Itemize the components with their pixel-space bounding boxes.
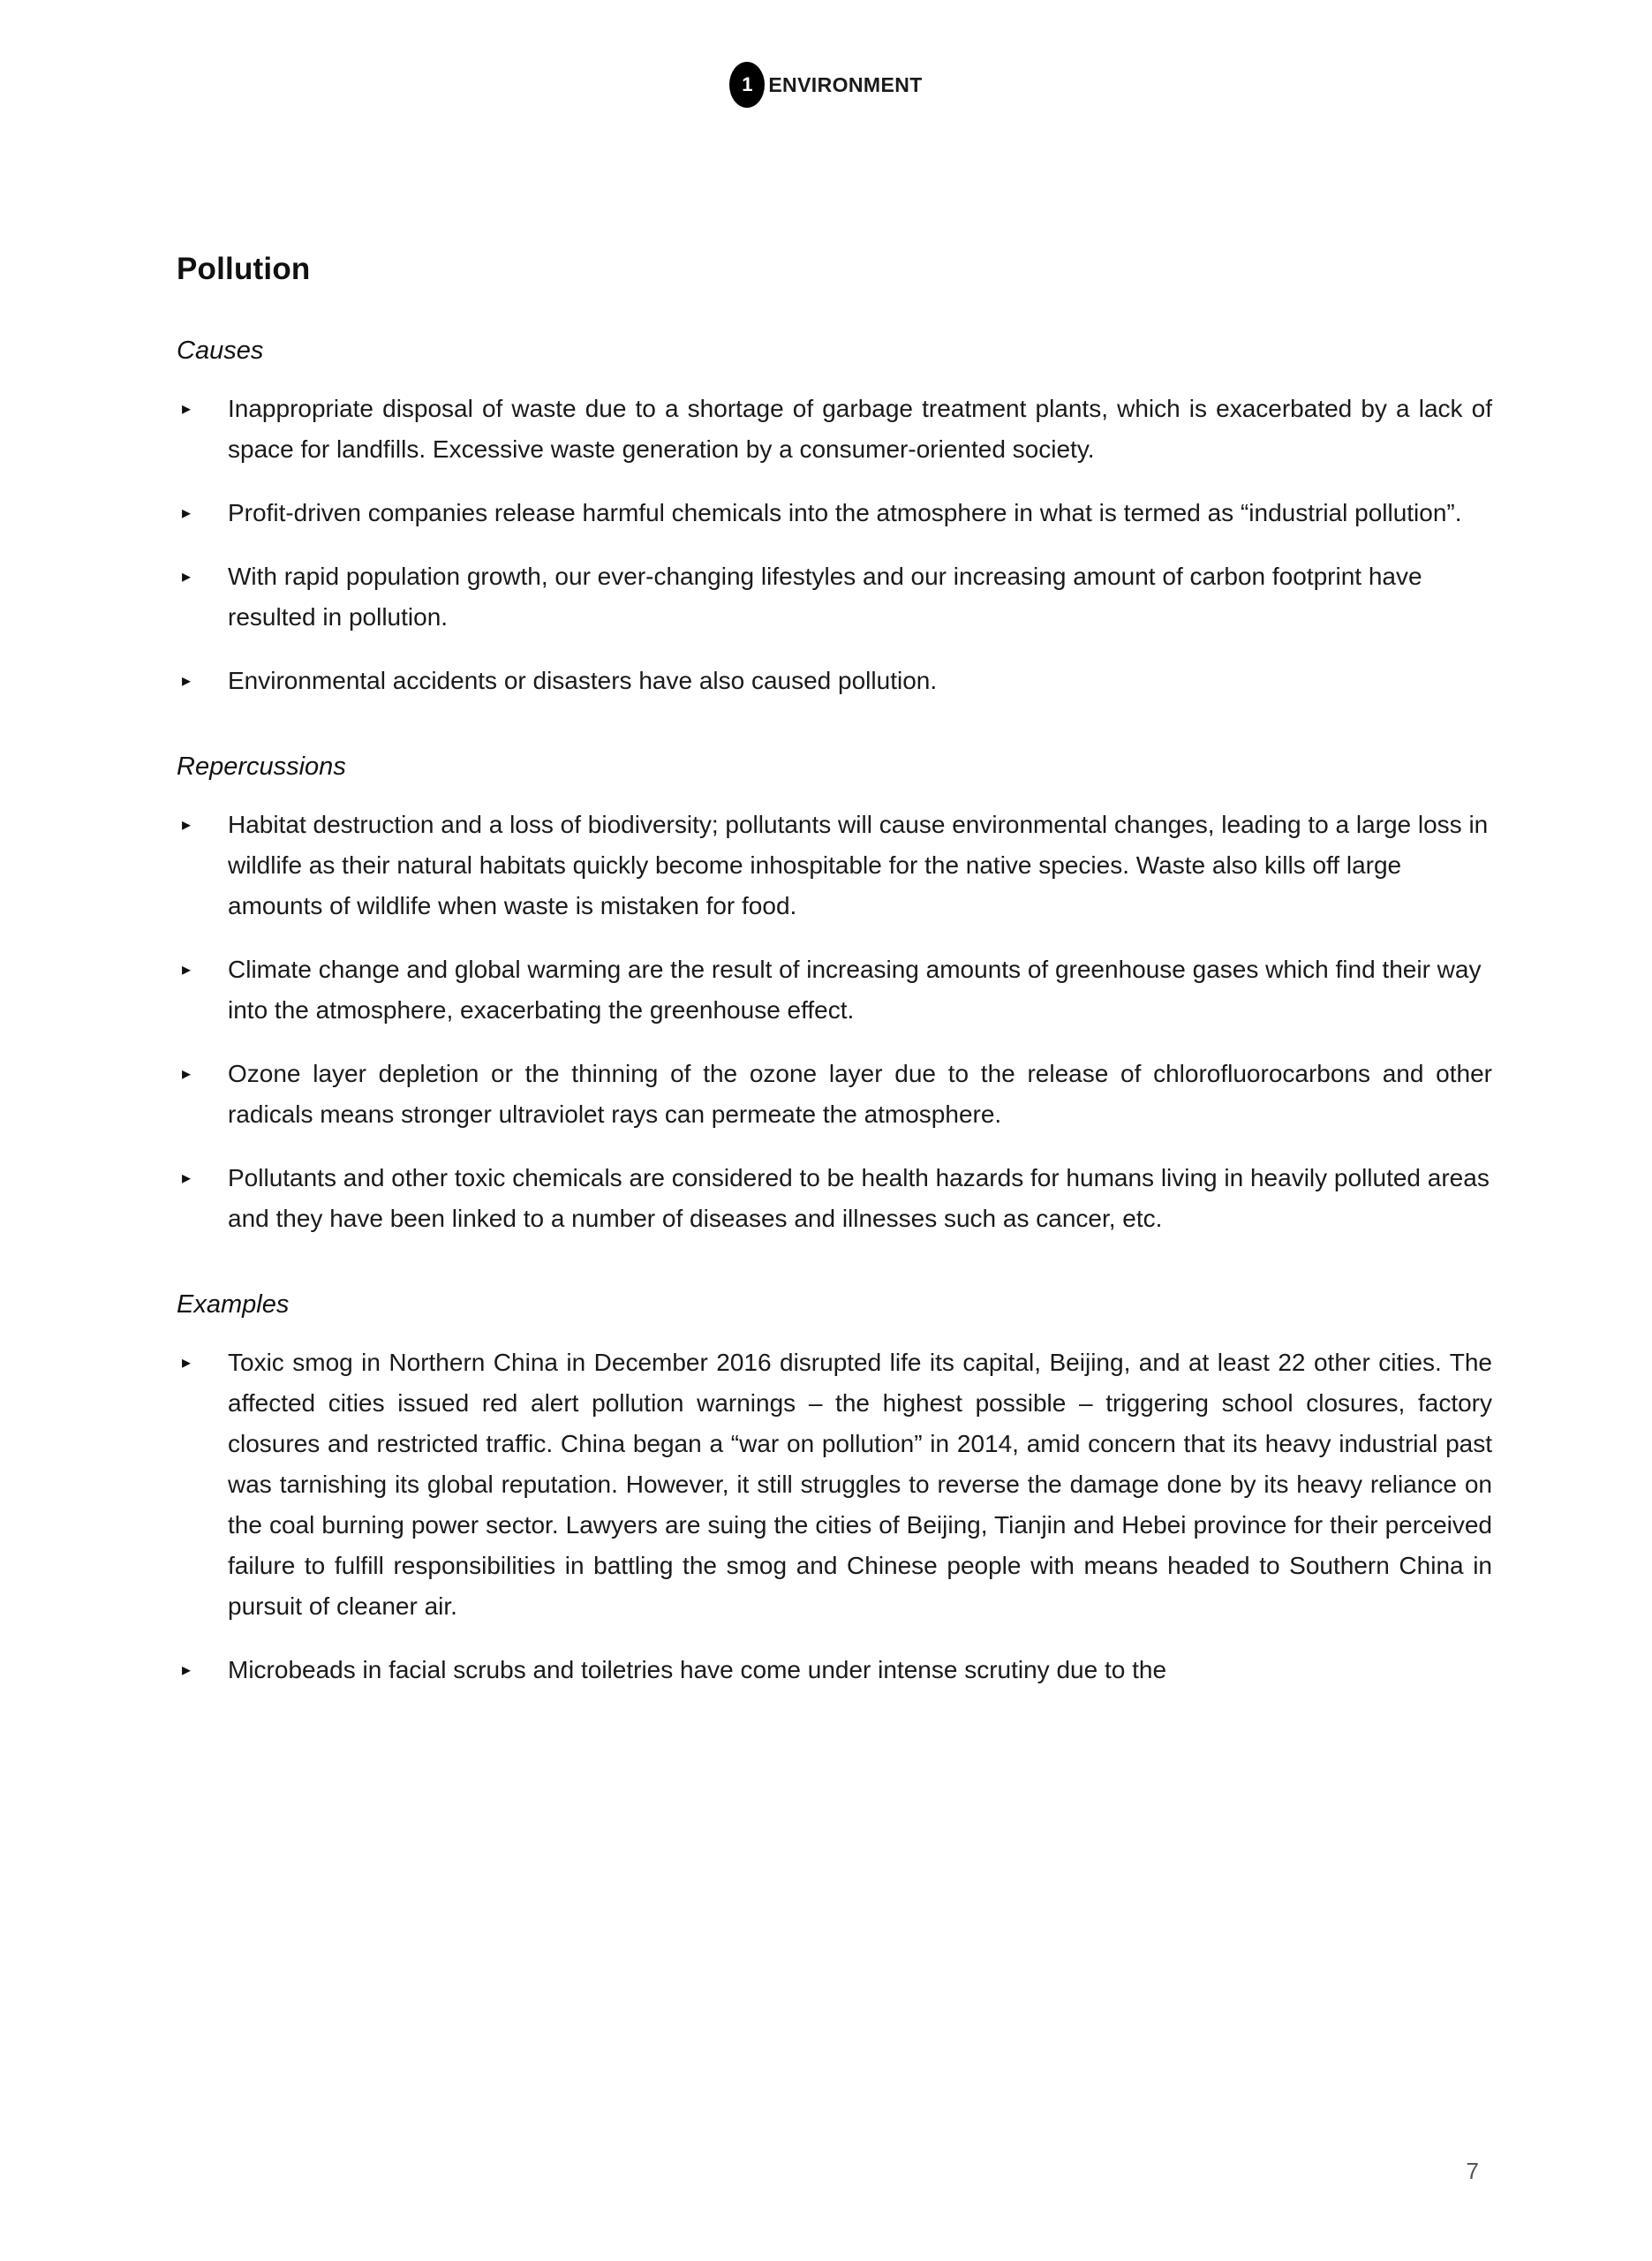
page-number: 7	[1466, 2158, 1479, 2184]
bullet-arrow-icon: ▸	[182, 1660, 192, 1680]
page-title: Pollution	[177, 252, 311, 286]
list-item-text: Pollutants and other toxic chemicals are considered to be health hazards for humans living in heavily polluted areas and they have been linked to a number of diseases and illnesses such as cancer, etc.	[228, 1164, 1490, 1232]
section-repercussions	[177, 752, 1492, 1239]
list-item	[177, 1054, 1492, 1135]
page-header	[0, 62, 1652, 108]
bullet-arrow-icon: ▸	[182, 1353, 192, 1372]
list-item-text: Climate change and global warming are the result of increasing amounts of greenhouse gases which find their way into the atmosphere, exacerbating the greenhouse effect.	[228, 956, 1482, 1024]
list-item-text: Environmental accidents or disasters have also caused pollution.	[228, 667, 938, 694]
list-item-text: Toxic smog in Northern China in December 2016 disrupted life its capital, Beijing, and at least 22 other cities. The affected cities issued red alert pollution warnings – the highest possible – triggering school closures, factory closures and restricted traffic. China began a “war on pollution” in 2014, amid concern that its heavy industrial past was tarnishing its global reputation. However, it still struggles to reverse the damage done by its heavy reliance on the coal burning power sector. Lawyers are suing the cities of Beijing, Tianjin and Hebei province for their perceived failure to fulfill responsibilities in battling the smog and Chinese people with means headed to Southern China in pursuit of cleaner air.	[228, 1349, 1492, 1620]
bullet-arrow-icon: ▸	[182, 567, 192, 586]
section-causes	[177, 337, 1492, 701]
subsection-heading-repercussions: Repercussions	[177, 752, 346, 781]
bullet-list-causes	[177, 389, 1492, 701]
bullet-arrow-icon: ▸	[182, 399, 192, 419]
list-item	[177, 556, 1492, 638]
list-item	[177, 949, 1492, 1031]
document-body	[177, 252, 1492, 1690]
list-item-text: With rapid population growth, our ever-changing lifestyles and our increasing amount of carbon footprint have resulted in pollution.	[228, 563, 1422, 631]
bullet-arrow-icon: ▸	[182, 1168, 192, 1188]
subsection-heading-causes: Causes	[177, 337, 264, 365]
bullet-arrow-icon: ▸	[182, 815, 192, 835]
list-item	[177, 389, 1492, 470]
list-item	[177, 661, 1492, 701]
list-item	[177, 1342, 1492, 1627]
chapter-title: ENVIRONMENT	[768, 72, 923, 96]
list-item-text: Ozone layer depletion or the thinning of the ozone layer due to the release of chlorofluorocarbons and other radicals means stronger ultraviolet rays can permeate the atmosphere.	[228, 1060, 1492, 1128]
list-item-text: Profit-driven companies release harmful chemicals into the atmosphere in what is termed as “industrial pollution”.	[228, 499, 1462, 526]
section-examples	[177, 1290, 1492, 1690]
list-item	[177, 1158, 1492, 1239]
list-item-text: Inappropriate disposal of waste due to a shortage of garbage treatment plants, which is exacerbated by a lack of space for landfills. Excessive waste generation by a consumer-oriented society.	[228, 395, 1492, 463]
list-item-text: Habitat destruction and a loss of biodiversity; pollutants will cause environmental changes, leading to a large loss in wildlife as their natural habitats quickly become inhospitable for the native species. Waste also kills off large amounts of wildlife when waste is mistaken for food.	[228, 811, 1489, 919]
bullet-arrow-icon: ▸	[182, 671, 192, 691]
bullet-list-repercussions	[177, 805, 1492, 1239]
bullet-arrow-icon: ▸	[182, 503, 192, 523]
bullet-list-examples	[177, 1342, 1492, 1690]
bullet-arrow-icon: ▸	[182, 960, 192, 979]
list-item	[177, 493, 1492, 533]
list-item-text: Microbeads in facial scrubs and toiletries have come under intense scrutiny due to the	[228, 1656, 1167, 1683]
list-item	[177, 805, 1492, 926]
subsection-heading-examples: Examples	[177, 1290, 290, 1319]
chapter-number-badge: 1	[729, 62, 765, 108]
bullet-arrow-icon: ▸	[182, 1064, 192, 1084]
list-item	[177, 1650, 1492, 1690]
